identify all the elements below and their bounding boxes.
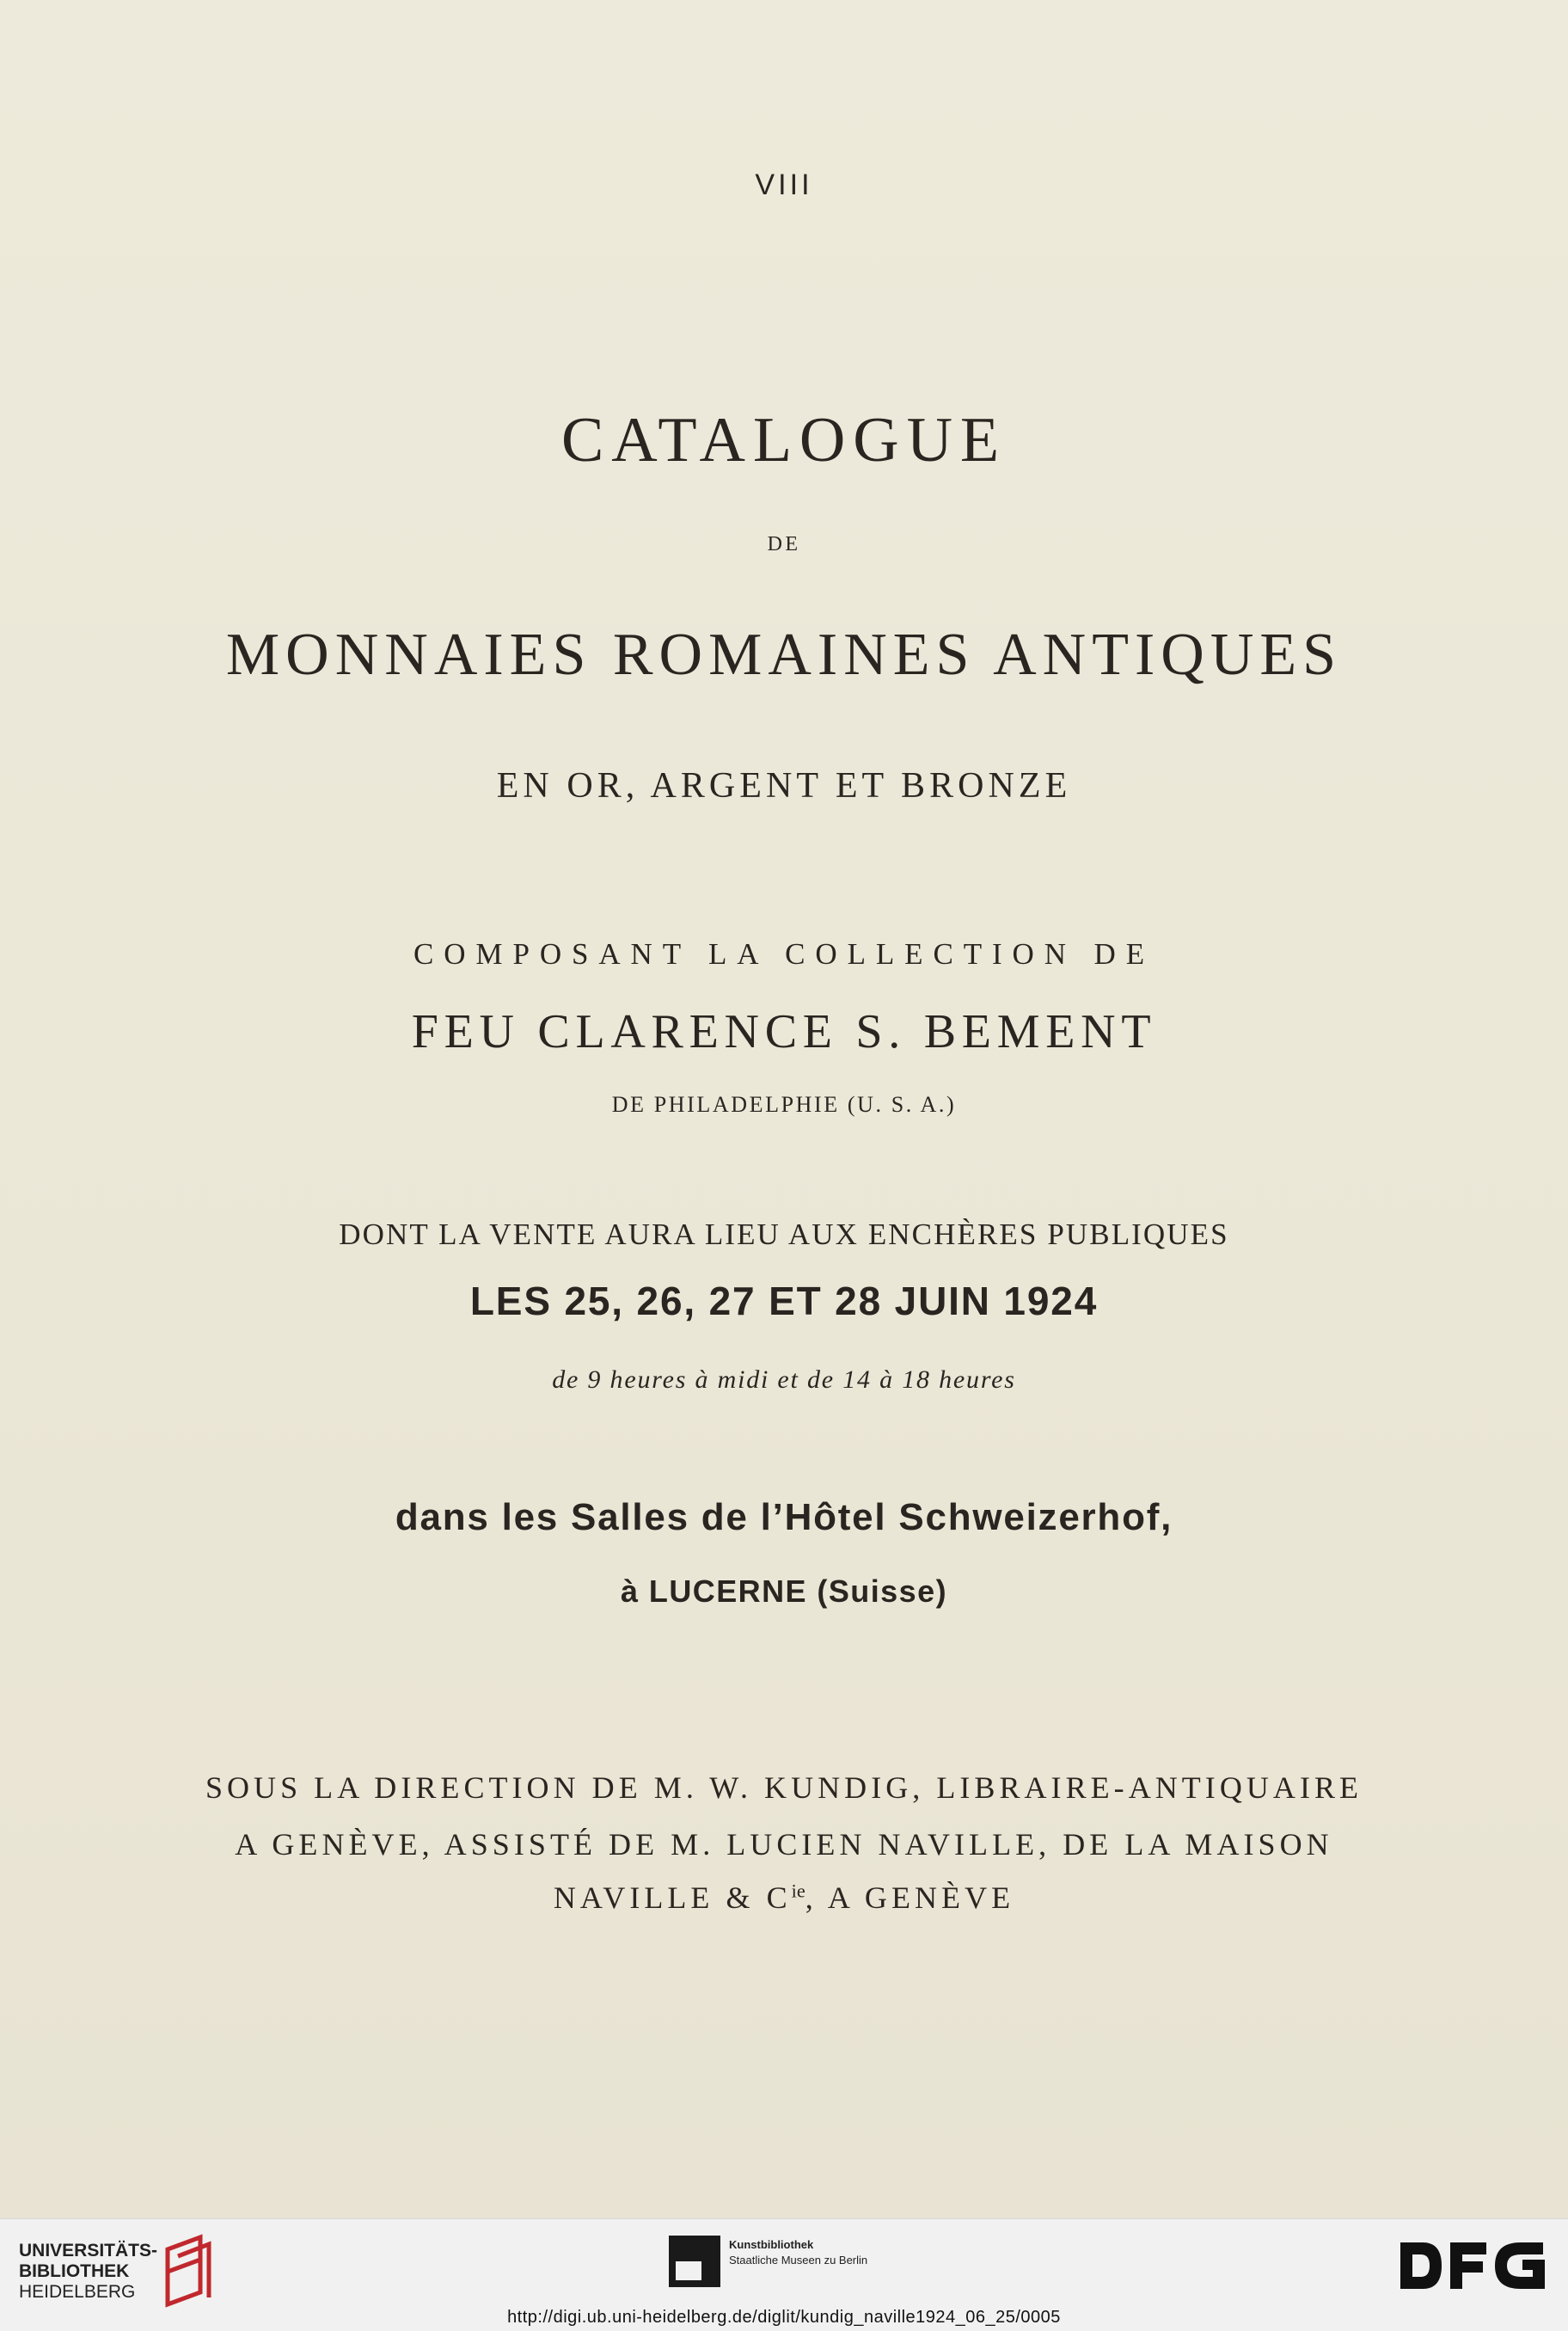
direction-line-2: A GENÈVE, ASSISTÉ DE M. LUCIEN NAVILLE, DE LA MAISON <box>235 1827 1333 1862</box>
collector-origin: DE PHILADELPHIE (U. S. A.) <box>611 1092 957 1117</box>
title-connector: DE <box>767 533 801 555</box>
metals-line: EN OR, ARGENT ET BRONZE <box>496 766 1072 806</box>
dfg-logo-icon <box>1397 2237 1548 2294</box>
sale-venue: dans les Salles de l’Hôtel Schweizerhof, <box>395 1496 1173 1538</box>
company-abbrev-superscript: ie <box>791 1880 805 1902</box>
page-url[interactable]: http://digi.ub.uni-heidelberg.de/diglit/kundig_naville1924_06_25/0005 <box>507 2308 1061 2327</box>
composing-line: COMPOSANT LA COLLECTION DE <box>413 937 1155 971</box>
sale-dates: LES 25, 26, 27 ET 28 JUIN 1924 <box>469 1279 1099 1323</box>
catalogue-title: CATALOGUE <box>561 405 1007 475</box>
direction-line-3-end: , A GENÈVE <box>805 1880 1015 1915</box>
kunstbibliothek-name: Kunstbibliothek <box>729 2238 814 2251</box>
ub-name-line-3: HEIDELBERG <box>19 2282 136 2302</box>
sale-city: à LUCERNE (Suisse) <box>621 1573 947 1609</box>
kunstbibliothek-logo-icon <box>669 2236 720 2287</box>
kunstbibliothek-logo-text <box>729 2237 867 2268</box>
sale-announcement: DONT LA VENTE AURA LIEU AUX ENCHÈRES PUBLIQUES <box>339 1218 1229 1251</box>
collector-name: FEU CLARENCE S. BEMENT <box>411 1005 1157 1058</box>
ub-heidelberg-logo-text <box>19 2241 157 2303</box>
direction-line-3 <box>0 1880 1568 1916</box>
ub-heidelberg-logo-icon <box>159 2232 219 2308</box>
direction-line-1: SOUS LA DIRECTION DE M. W. KUNDIG, LIBRAIRE-ANTIQUAIRE <box>205 1770 1363 1805</box>
ub-name-line-2: BIBLIOTHEK <box>19 2261 130 2281</box>
direction-line-3-main: NAVILLE & C <box>553 1880 792 1915</box>
kunstbibliothek-subtitle: Staatliche Museen zu Berlin <box>729 2254 868 2267</box>
sale-hours: de 9 heures à midi et de 14 à 18 heures <box>552 1365 1016 1394</box>
subject-heading: MONNAIES ROMAINES ANTIQUES <box>225 622 1343 688</box>
ub-name-line-1: UNIVERSITÄTS- <box>19 2241 158 2260</box>
page-number: VIII <box>755 169 813 201</box>
